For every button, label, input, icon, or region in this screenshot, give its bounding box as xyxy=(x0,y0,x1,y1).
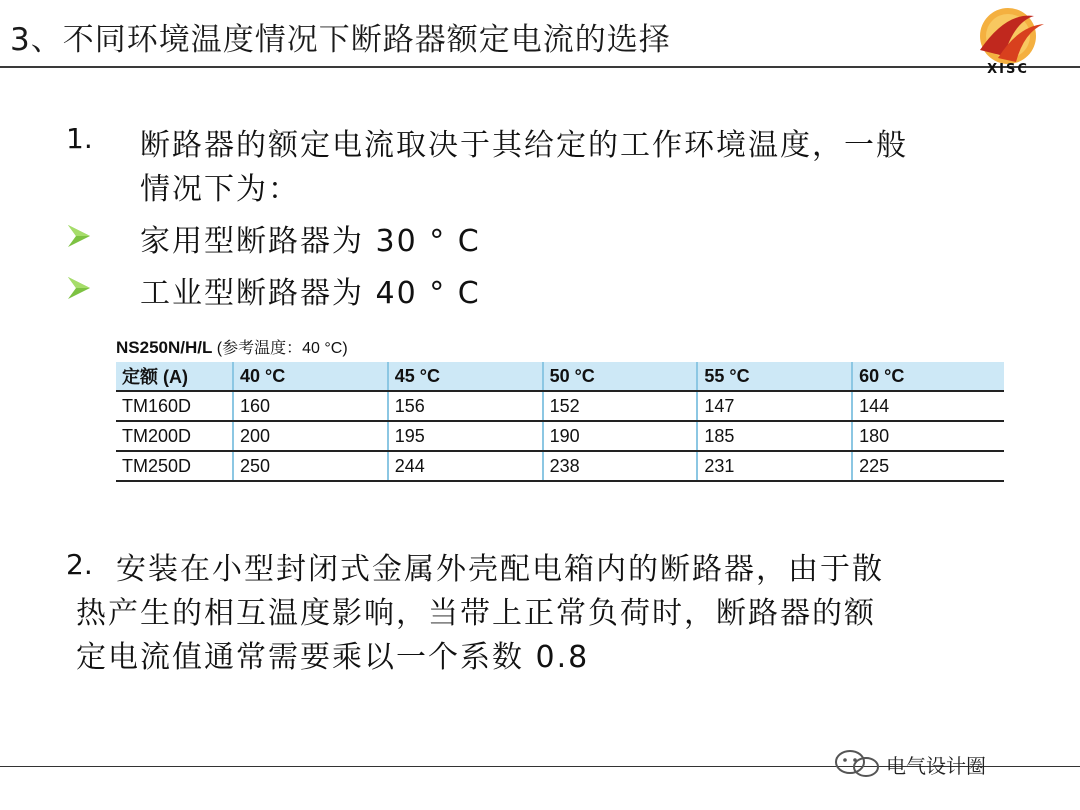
arrow-bullet-icon xyxy=(66,274,94,302)
table-header-cell: 55 °C xyxy=(697,362,852,391)
logo-text: XISC xyxy=(987,62,1029,77)
table-reference-temp: (参考温度：40 °C) xyxy=(216,340,348,357)
table-cell: 225 xyxy=(852,451,1004,481)
table-cell: 147 xyxy=(697,391,852,421)
wechat-icon xyxy=(832,748,884,780)
item-number-1: 1. xyxy=(66,122,93,155)
derating-table-section xyxy=(116,334,1006,482)
derating-table xyxy=(116,362,1004,482)
table-cell: TM160D xyxy=(116,391,233,421)
bullet-text-industrial: 工业型断路器为 40 ° C xyxy=(140,276,481,311)
table-header-row xyxy=(116,362,1004,391)
arrow-bullet-icon xyxy=(66,222,94,250)
table-header-cell: 定额 (A) xyxy=(116,362,233,391)
table-header-cell: 40 °C xyxy=(233,362,388,391)
table-cell: TM200D xyxy=(116,421,233,451)
table-header-cell: 50 °C xyxy=(543,362,698,391)
table-row xyxy=(116,451,1004,481)
table-cell: 200 xyxy=(233,421,388,451)
watermark-text: 电气设计圈 xyxy=(886,754,986,778)
table-cell: 152 xyxy=(543,391,698,421)
table-cell: TM250D xyxy=(116,451,233,481)
table-cell: 190 xyxy=(543,421,698,451)
title-divider xyxy=(0,66,1080,68)
table-model: NS250N/H/L xyxy=(116,338,213,357)
table-header-cell: 45 °C xyxy=(388,362,543,391)
table-cell: 231 xyxy=(697,451,852,481)
table-row xyxy=(116,421,1004,451)
table-header-cell: 60 °C xyxy=(852,362,1004,391)
table-cell: 160 xyxy=(233,391,388,421)
table-cell: 144 xyxy=(852,391,1004,421)
table-row xyxy=(116,391,1004,421)
table-cell: 244 xyxy=(388,451,543,481)
table-cell: 185 xyxy=(697,421,852,451)
table-cell: 156 xyxy=(388,391,543,421)
item1-line2: 情况下为： xyxy=(140,172,300,207)
item2-line2: 热产生的相互温度影响，当带上正常负荷时，断路器的额 xyxy=(76,596,876,631)
page-title: 3、不同环境温度情况下断路器额定电流的选择 xyxy=(10,22,671,58)
table-cell: 250 xyxy=(233,451,388,481)
item2-line3: 定电流值通常需要乘以一个系数 0.8 xyxy=(76,640,590,675)
bullet-text-household: 家用型断路器为 30 ° C xyxy=(140,224,481,259)
table-title xyxy=(116,334,1006,362)
table-cell: 180 xyxy=(852,421,1004,451)
item1-line1: 断路器的额定电流取决于其给定的工作环境温度，一般 xyxy=(140,128,908,163)
table-cell: 238 xyxy=(543,451,698,481)
item2-line1: 安装在小型封闭式金属外壳配电箱内的断路器，由于散 xyxy=(116,552,884,587)
table-cell: 195 xyxy=(388,421,543,451)
item-number-2: 2. xyxy=(66,548,93,581)
